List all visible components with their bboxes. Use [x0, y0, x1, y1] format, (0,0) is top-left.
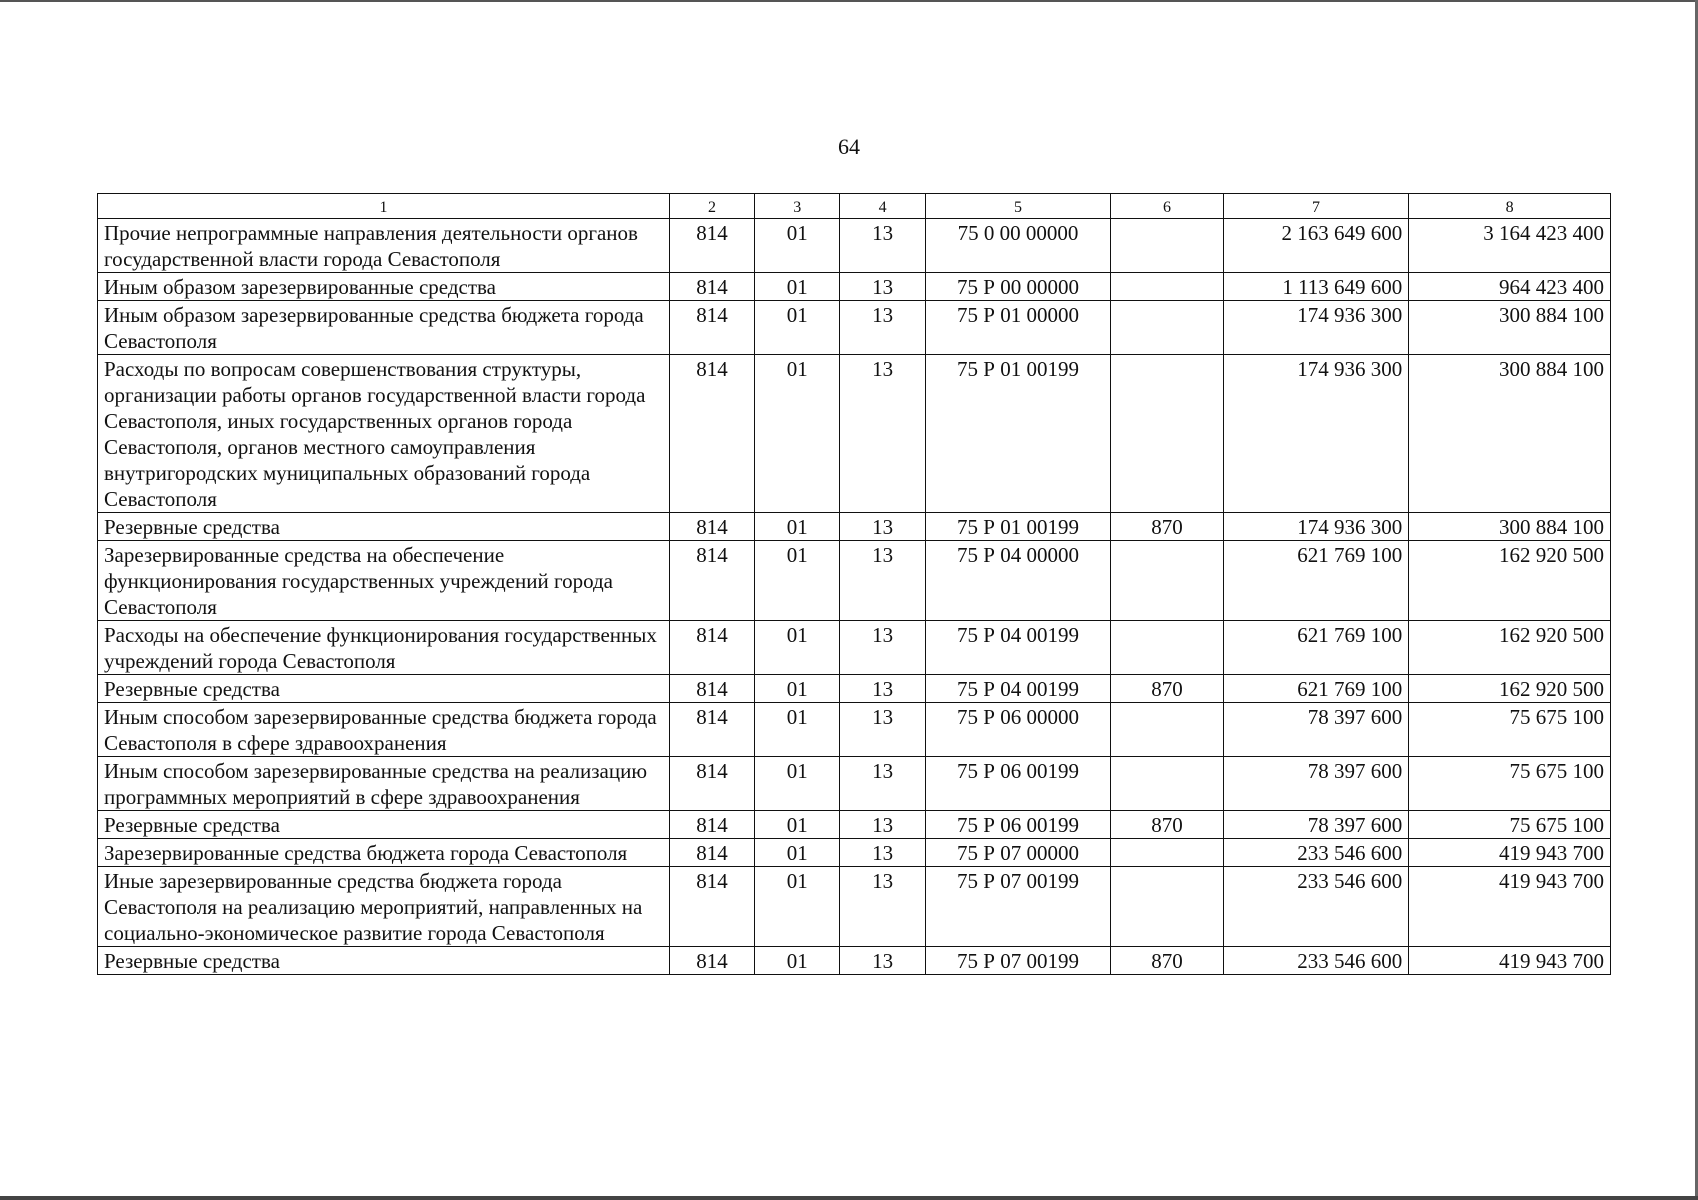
row-amount-cell: 233 546 600 — [1223, 867, 1409, 947]
row-code-cell: 814 — [669, 839, 754, 867]
budget-table — [97, 193, 1611, 975]
table-row — [98, 675, 1611, 703]
row-name-cell: Расходы на обеспечение функционирования государственных учреждений города Севастополя — [98, 621, 670, 675]
row-name-cell: Прочие непрограммные направления деятельности органов государственной власти города Севастополя — [98, 219, 670, 273]
row-code-cell: 870 — [1111, 811, 1223, 839]
row-code-cell: 13 — [840, 675, 925, 703]
row-amount-cell: 621 769 100 — [1223, 675, 1409, 703]
column-header: 6 — [1111, 194, 1223, 219]
row-code-cell: 01 — [755, 355, 840, 513]
row-code-cell: 75 Р 06 00000 — [925, 703, 1111, 757]
row-amount-cell: 1 113 649 600 — [1223, 273, 1409, 301]
row-code-cell: 01 — [755, 811, 840, 839]
row-name-cell: Резервные средства — [98, 513, 670, 541]
row-amount-cell: 419 943 700 — [1409, 947, 1611, 975]
column-header: 4 — [840, 194, 925, 219]
row-code-cell: 13 — [840, 839, 925, 867]
row-amount-cell: 419 943 700 — [1409, 839, 1611, 867]
row-code-cell: 01 — [755, 757, 840, 811]
row-code-cell — [1111, 301, 1223, 355]
table-row — [98, 219, 1611, 273]
row-code-cell — [1111, 703, 1223, 757]
row-amount-cell: 300 884 100 — [1409, 513, 1611, 541]
row-code-cell: 75 Р 04 00000 — [925, 541, 1111, 621]
table-row — [98, 621, 1611, 675]
row-amount-cell: 233 546 600 — [1223, 839, 1409, 867]
row-name-cell: Расходы по вопросам совершенствования структуры, организации работы органов государственной власти города Севастополя, иных государственных органов города Севастополя, органов местного самоуправления внутригородских муниципальных образований города Севастополя — [98, 355, 670, 513]
column-header: 1 — [98, 194, 670, 219]
row-code-cell: 01 — [755, 541, 840, 621]
row-code-cell: 75 Р 01 00000 — [925, 301, 1111, 355]
row-code-cell: 814 — [669, 301, 754, 355]
row-code-cell: 814 — [669, 273, 754, 301]
row-code-cell: 13 — [840, 301, 925, 355]
row-code-cell: 75 Р 07 00199 — [925, 867, 1111, 947]
page-edge-top — [0, 0, 1698, 2]
row-name-cell: Иным способом зарезервированные средства бюджета города Севастополя в сфере здравоохранения — [98, 703, 670, 757]
row-amount-cell: 162 920 500 — [1409, 675, 1611, 703]
row-name-cell: Иные зарезервированные средства бюджета города Севастополя на реализацию мероприятий, направленных на социально-экономическое развитие города Севастополя — [98, 867, 670, 947]
row-amount-cell: 75 675 100 — [1409, 811, 1611, 839]
row-name-cell: Иным образом зарезервированные средства — [98, 273, 670, 301]
column-header: 8 — [1409, 194, 1611, 219]
row-amount-cell: 2 163 649 600 — [1223, 219, 1409, 273]
row-code-cell: 13 — [840, 757, 925, 811]
table-row — [98, 355, 1611, 513]
row-code-cell: 01 — [755, 273, 840, 301]
row-code-cell: 814 — [669, 621, 754, 675]
row-amount-cell: 233 546 600 — [1223, 947, 1409, 975]
row-amount-cell: 75 675 100 — [1409, 703, 1611, 757]
header-row — [98, 194, 1611, 219]
table-row — [98, 703, 1611, 757]
row-amount-cell: 174 936 300 — [1223, 355, 1409, 513]
row-code-cell: 01 — [755, 219, 840, 273]
row-code-cell: 814 — [669, 513, 754, 541]
row-code-cell — [1111, 757, 1223, 811]
row-code-cell: 814 — [669, 811, 754, 839]
row-code-cell: 75 Р 00 00000 — [925, 273, 1111, 301]
row-amount-cell: 75 675 100 — [1409, 757, 1611, 811]
table-row — [98, 947, 1611, 975]
row-code-cell: 75 Р 06 00199 — [925, 757, 1111, 811]
column-header: 7 — [1223, 194, 1409, 219]
row-code-cell: 01 — [755, 839, 840, 867]
row-code-cell: 814 — [669, 757, 754, 811]
table-row — [98, 273, 1611, 301]
row-amount-cell: 174 936 300 — [1223, 513, 1409, 541]
row-code-cell: 01 — [755, 301, 840, 355]
table-body — [98, 219, 1611, 975]
row-name-cell: Иным образом зарезервированные средства бюджета города Севастополя — [98, 301, 670, 355]
row-code-cell: 01 — [755, 513, 840, 541]
table-row — [98, 301, 1611, 355]
row-code-cell: 13 — [840, 703, 925, 757]
row-name-cell: Резервные средства — [98, 675, 670, 703]
row-name-cell: Зарезервированные средства бюджета города Севастополя — [98, 839, 670, 867]
row-code-cell: 01 — [755, 703, 840, 757]
row-code-cell: 75 Р 07 00000 — [925, 839, 1111, 867]
row-amount-cell: 162 920 500 — [1409, 541, 1611, 621]
row-code-cell: 814 — [669, 675, 754, 703]
column-header: 2 — [669, 194, 754, 219]
table-row — [98, 513, 1611, 541]
row-code-cell: 814 — [669, 355, 754, 513]
row-code-cell: 01 — [755, 867, 840, 947]
column-header: 5 — [925, 194, 1111, 219]
row-amount-cell: 78 397 600 — [1223, 757, 1409, 811]
table-row — [98, 541, 1611, 621]
row-amount-cell: 621 769 100 — [1223, 541, 1409, 621]
table-row — [98, 839, 1611, 867]
row-code-cell: 814 — [669, 867, 754, 947]
table-row — [98, 867, 1611, 947]
row-code-cell: 75 Р 04 00199 — [925, 621, 1111, 675]
row-code-cell — [1111, 839, 1223, 867]
row-code-cell: 870 — [1111, 675, 1223, 703]
row-name-cell: Зарезервированные средства на обеспечение функционирования государственных учреждений города Севастополя — [98, 541, 670, 621]
row-amount-cell: 3 164 423 400 — [1409, 219, 1611, 273]
row-amount-cell: 300 884 100 — [1409, 301, 1611, 355]
row-amount-cell: 300 884 100 — [1409, 355, 1611, 513]
page-number: 64 — [838, 134, 860, 159]
row-code-cell: 814 — [669, 219, 754, 273]
row-code-cell: 13 — [840, 355, 925, 513]
row-code-cell: 814 — [669, 947, 754, 975]
row-code-cell — [1111, 621, 1223, 675]
row-code-cell: 13 — [840, 219, 925, 273]
table-row — [98, 757, 1611, 811]
row-amount-cell: 78 397 600 — [1223, 703, 1409, 757]
row-code-cell: 13 — [840, 867, 925, 947]
row-name-cell: Резервные средства — [98, 811, 670, 839]
row-code-cell: 75 0 00 00000 — [925, 219, 1111, 273]
row-amount-cell: 964 423 400 — [1409, 273, 1611, 301]
row-code-cell: 870 — [1111, 513, 1223, 541]
row-code-cell: 75 Р 04 00199 — [925, 675, 1111, 703]
row-code-cell: 75 Р 01 00199 — [925, 513, 1111, 541]
row-code-cell: 814 — [669, 703, 754, 757]
row-code-cell — [1111, 273, 1223, 301]
row-code-cell: 01 — [755, 621, 840, 675]
row-code-cell: 13 — [840, 273, 925, 301]
table-row — [98, 811, 1611, 839]
row-code-cell — [1111, 867, 1223, 947]
row-code-cell: 75 Р 06 00199 — [925, 811, 1111, 839]
row-code-cell: 13 — [840, 947, 925, 975]
row-code-cell — [1111, 355, 1223, 513]
row-amount-cell: 174 936 300 — [1223, 301, 1409, 355]
row-amount-cell: 162 920 500 — [1409, 621, 1611, 675]
row-code-cell: 01 — [755, 947, 840, 975]
row-code-cell: 01 — [755, 675, 840, 703]
row-code-cell: 13 — [840, 541, 925, 621]
column-header: 3 — [755, 194, 840, 219]
row-code-cell — [1111, 219, 1223, 273]
row-code-cell: 870 — [1111, 947, 1223, 975]
row-amount-cell: 78 397 600 — [1223, 811, 1409, 839]
row-code-cell: 75 Р 01 00199 — [925, 355, 1111, 513]
row-amount-cell: 419 943 700 — [1409, 867, 1611, 947]
row-code-cell: 13 — [840, 513, 925, 541]
row-amount-cell: 621 769 100 — [1223, 621, 1409, 675]
row-code-cell — [1111, 541, 1223, 621]
page-edge-bottom — [0, 1196, 1698, 1200]
row-code-cell: 13 — [840, 621, 925, 675]
row-code-cell: 13 — [840, 811, 925, 839]
row-name-cell: Иным способом зарезервированные средства на реализацию программных мероприятий в сфере здравоохранения — [98, 757, 670, 811]
row-code-cell: 814 — [669, 541, 754, 621]
row-code-cell: 75 Р 07 00199 — [925, 947, 1111, 975]
row-name-cell: Резервные средства — [98, 947, 670, 975]
